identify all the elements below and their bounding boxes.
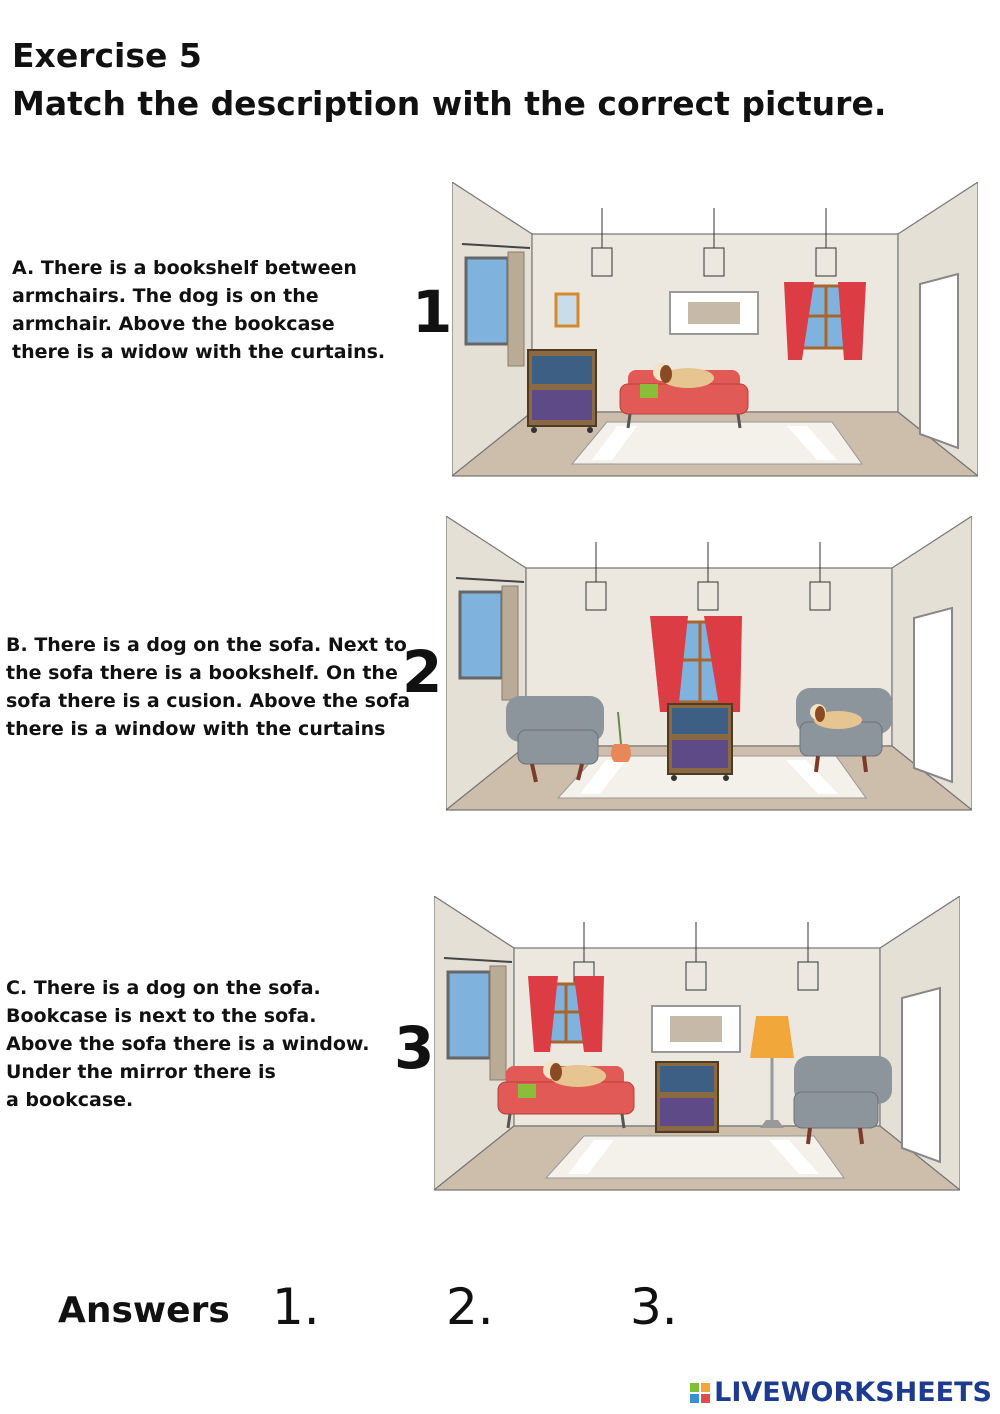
- logo-icon: [690, 1379, 710, 1399]
- answers-label: Answers: [58, 1290, 230, 1331]
- liveworksheets-logo: [690, 1377, 992, 1408]
- description-line: A. There is a bookshelf between: [12, 257, 357, 279]
- description-line: there is a widow with the curtains.: [12, 341, 386, 363]
- description-line: a bookcase.: [6, 1089, 134, 1111]
- exercise-title: Exercise 5: [12, 36, 202, 75]
- description-line: Bookcase is next to the sofa.: [6, 1005, 317, 1027]
- answer-slot-3[interactable]: 3.: [630, 1278, 678, 1336]
- logo-text: LIVEWORKSHEETS: [714, 1377, 992, 1408]
- description-line: C. There is a dog on the sofa.: [6, 977, 321, 999]
- room-picture-1: [452, 182, 978, 478]
- answer-slot-1[interactable]: 1.: [272, 1278, 320, 1336]
- picture-number-2: 2: [402, 638, 443, 706]
- picture-number-3: 3: [394, 1014, 435, 1082]
- description-line: Under the mirror there is: [6, 1061, 276, 1083]
- room-picture-2: [446, 516, 972, 812]
- description-line: B. There is a dog on the sofa. Next to: [6, 634, 407, 656]
- room-picture-3: [434, 896, 960, 1192]
- instruction-heading: Match the description with the correct picture.: [12, 84, 887, 123]
- description-line: the sofa there is a bookshelf. On the: [6, 662, 398, 684]
- description-line: there is a window with the curtains: [6, 718, 386, 740]
- description-line: armchair. Above the bookcase: [12, 313, 335, 335]
- description-c: [6, 974, 369, 1114]
- picture-number-1: 1: [412, 278, 453, 346]
- description-line: armchairs. The dog is on the: [12, 285, 319, 307]
- description-line: Above the sofa there is a window.: [6, 1033, 370, 1055]
- description-a: [12, 254, 385, 366]
- description-line: sofa there is a cusion. Above the sofa: [6, 690, 411, 712]
- answer-slot-2[interactable]: 2.: [446, 1278, 494, 1336]
- description-b: [6, 631, 410, 743]
